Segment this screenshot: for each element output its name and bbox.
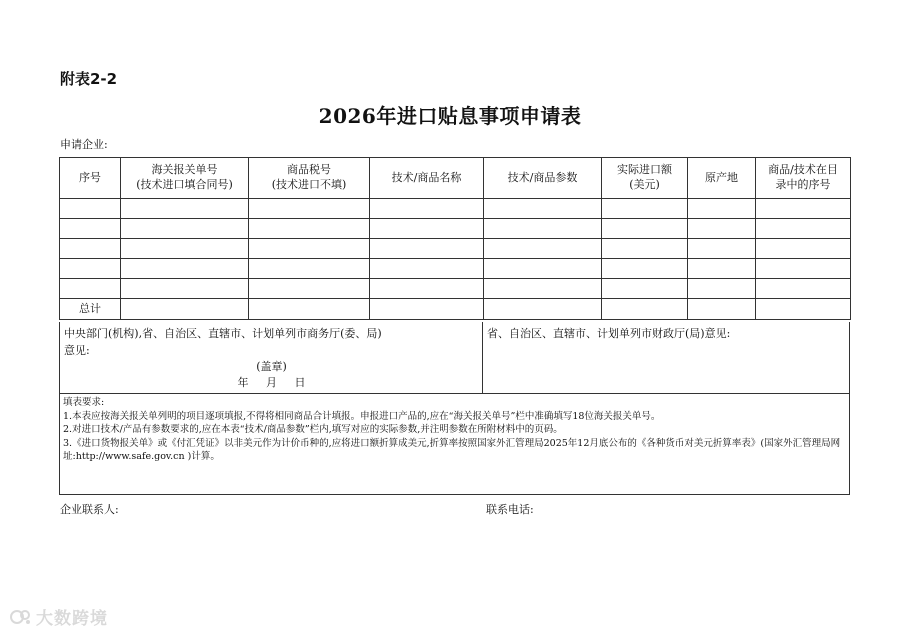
cell[interactable] bbox=[370, 279, 484, 299]
cell[interactable] bbox=[60, 219, 121, 239]
total-row bbox=[60, 299, 851, 320]
table-row bbox=[60, 259, 851, 279]
cell[interactable] bbox=[756, 199, 851, 219]
cell[interactable] bbox=[121, 259, 249, 279]
table-row bbox=[60, 239, 851, 259]
cell[interactable] bbox=[484, 299, 602, 320]
cell[interactable] bbox=[249, 299, 370, 320]
cell[interactable] bbox=[602, 219, 688, 239]
company-contact-label: 企业联系人: bbox=[60, 503, 119, 516]
cell[interactable] bbox=[602, 239, 688, 259]
cell[interactable] bbox=[249, 279, 370, 299]
header-origin: 原产地 bbox=[688, 158, 756, 199]
cell[interactable] bbox=[121, 219, 249, 239]
cell[interactable] bbox=[249, 259, 370, 279]
cell[interactable] bbox=[249, 239, 370, 259]
header-customs-declaration: 海关报关单号 (技术进口填合同号) bbox=[121, 158, 249, 199]
total-amount-cell[interactable] bbox=[602, 299, 688, 320]
cell[interactable] bbox=[121, 299, 249, 320]
total-label: 总计 bbox=[60, 299, 121, 320]
cell[interactable] bbox=[370, 299, 484, 320]
cell[interactable] bbox=[60, 199, 121, 219]
cell[interactable] bbox=[602, 199, 688, 219]
header-tariff-code: 商品税号 (技术进口不填) bbox=[249, 158, 370, 199]
finance-dept-label: 省、自治区、直辖市、计划单列市财政厅(局)意见: bbox=[487, 327, 731, 340]
cell[interactable] bbox=[688, 199, 756, 219]
finance-dept-opinion-box[interactable] bbox=[483, 322, 849, 394]
commerce-dept-label: 中央部门(机构),省、自治区、直辖市、计划单列市商务厅(委、局) bbox=[64, 327, 382, 340]
cell[interactable] bbox=[688, 279, 756, 299]
header-product-name: 技术/商品名称 bbox=[370, 158, 484, 199]
cell[interactable] bbox=[688, 239, 756, 259]
commerce-dept-opinion-box[interactable] bbox=[60, 322, 483, 394]
cell[interactable] bbox=[756, 279, 851, 299]
document-title: 2026年进口贴息事项申请表 bbox=[318, 104, 582, 128]
date-label: 年 月 日 bbox=[237, 376, 306, 389]
cell[interactable] bbox=[688, 299, 756, 320]
seal-label: (盖章) bbox=[256, 360, 287, 373]
table-row bbox=[60, 219, 851, 239]
cell[interactable] bbox=[756, 219, 851, 239]
instruction-item: 1.本表应按海关报关单列明的项目逐项填报,不得将相同商品合计填报。申报进口产品的,应在“海关报关单号”栏中准确填写18位海关报关单号。 bbox=[63, 410, 661, 422]
cell[interactable] bbox=[484, 239, 602, 259]
cell[interactable] bbox=[249, 199, 370, 219]
table-header-row bbox=[60, 158, 851, 199]
header-product-params: 技术/商品参数 bbox=[484, 158, 602, 199]
cell[interactable] bbox=[756, 239, 851, 259]
cell[interactable] bbox=[60, 279, 121, 299]
watermark-text: 大数跨境 bbox=[36, 609, 108, 629]
attachment-label: 附表2-2 bbox=[60, 70, 118, 88]
table-row bbox=[60, 279, 851, 299]
opinion-label: 意见: bbox=[64, 344, 90, 357]
filling-instructions bbox=[60, 394, 849, 466]
cell[interactable] bbox=[60, 259, 121, 279]
cell[interactable] bbox=[484, 199, 602, 219]
brand-logo-icon bbox=[10, 608, 32, 626]
cell[interactable] bbox=[60, 239, 121, 259]
cell[interactable] bbox=[484, 259, 602, 279]
header-catalog-number: 商品/技术在目 录中的序号 bbox=[756, 158, 851, 199]
cell[interactable] bbox=[688, 259, 756, 279]
instruction-item: 2.对进口技术/产品有参数要求的,应在本表“技术/商品参数”栏内,填写对应的实际参数,并注明参数在所附材料中的页码。 bbox=[63, 424, 563, 435]
cell[interactable] bbox=[121, 279, 249, 299]
contact-phone-label: 联系电话: bbox=[486, 503, 534, 516]
instruction-item: 3.《进口货物报关单》或《付汇凭证》以非美元作为计价币种的,应将进口额折算成美元,折算率按照国家外汇管理局2025年12月底公布的《各种货币对美元折算率表》(国家外汇管理局网址:http://www.safe.gov.cn )计算。 bbox=[63, 437, 841, 462]
cell[interactable] bbox=[370, 199, 484, 219]
application-table bbox=[59, 157, 851, 320]
cell[interactable] bbox=[602, 279, 688, 299]
cell[interactable] bbox=[370, 239, 484, 259]
applicant-company-label: 申请企业: bbox=[60, 138, 108, 151]
cell[interactable] bbox=[756, 299, 851, 320]
instructions-heading: 填表要求: bbox=[63, 397, 105, 408]
cell[interactable] bbox=[756, 259, 851, 279]
cell[interactable] bbox=[370, 259, 484, 279]
cell[interactable] bbox=[688, 219, 756, 239]
watermark bbox=[10, 604, 108, 629]
cell[interactable] bbox=[602, 259, 688, 279]
approval-and-instructions bbox=[59, 322, 850, 495]
header-import-amount: 实际进口额 (美元) bbox=[602, 158, 688, 199]
header-sequence: 序号 bbox=[60, 158, 121, 199]
cell[interactable] bbox=[370, 219, 484, 239]
cell[interactable] bbox=[484, 219, 602, 239]
cell[interactable] bbox=[249, 219, 370, 239]
cell[interactable] bbox=[121, 199, 249, 219]
cell[interactable] bbox=[484, 279, 602, 299]
table-row bbox=[60, 199, 851, 219]
cell[interactable] bbox=[121, 239, 249, 259]
